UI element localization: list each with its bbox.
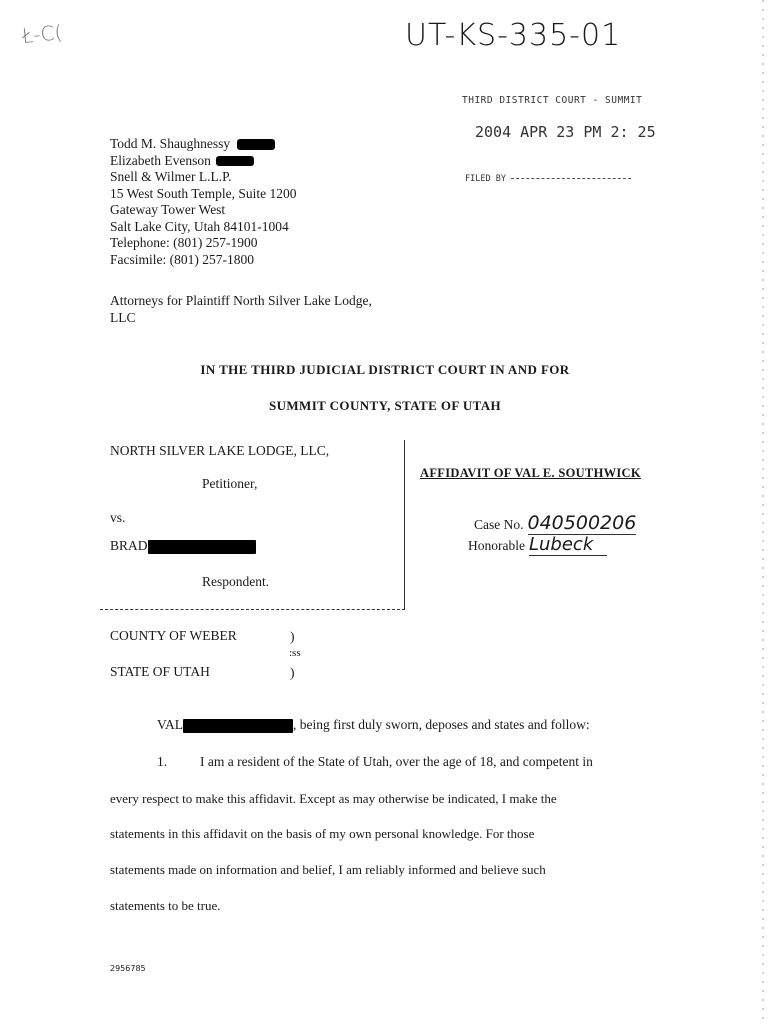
court-county-heading: SUMMIT COUNTY, STATE OF UTAH xyxy=(268,398,502,413)
affidavit-title: AFFIDAVIT OF VAL E. SOUTHWICK xyxy=(420,466,641,480)
judge-signature: Lubeck xyxy=(529,534,607,556)
attorneys-for xyxy=(110,293,372,326)
attorney-line: Gateway Tower West xyxy=(110,202,226,217)
handwritten-docket-number: UT-KS-335-01 xyxy=(405,18,622,53)
versus: vs. xyxy=(110,510,126,525)
petitioner-name: NORTH SILVER LAKE LODGE, LLC, xyxy=(110,443,330,458)
affiant-first-name: VAL xyxy=(157,717,184,732)
paragraph-line: statements to be true. xyxy=(110,898,221,913)
paragraph-line: every respect to make this affidavit. Except as may otherwise be indicated, I make the xyxy=(110,791,557,806)
attorney-line: 15 West South Temple, Suite 1200 xyxy=(110,185,297,201)
filed-by-label: FILED BY xyxy=(465,174,506,184)
paragraph-line: I am a resident of the State of Utah, over the age of 18, and competent in xyxy=(200,754,593,769)
clerk-stamp-filed-by xyxy=(465,174,631,184)
attorneys-for-line: LLC xyxy=(110,309,136,325)
redaction-bar xyxy=(183,719,293,733)
case-number-label: Case No. xyxy=(474,517,524,532)
affiant-sworn-text: , being first duly sworn, deposes and states and follow: xyxy=(293,717,590,732)
paragraph-number: 1. xyxy=(157,754,168,769)
venue-state: STATE OF UTAH xyxy=(110,664,210,679)
footer-doc-id: 2956785 xyxy=(110,964,146,973)
redaction-bar xyxy=(148,540,256,554)
corner-scribble: Ł-C( xyxy=(20,19,64,49)
scan-edge-artifact xyxy=(762,0,764,1024)
redaction-bar xyxy=(237,139,275,150)
redaction-bar xyxy=(216,156,254,166)
attorney-line: Telephone: (801) 257-1900 xyxy=(110,235,258,250)
attorney-line: Elizabeth Evenson xyxy=(110,153,296,170)
attorney-block xyxy=(110,136,296,268)
petitioner-role: Petitioner, xyxy=(202,476,258,491)
venue-paren-1: ) xyxy=(290,629,295,644)
caption-left xyxy=(110,440,405,610)
paragraph-line: statements made on information and belief, I am reliably informed and believe such xyxy=(110,862,546,877)
caption-vertical-rule xyxy=(404,440,405,610)
clerk-stamp-court: THIRD DISTRICT COURT - SUMMIT xyxy=(462,95,643,106)
caption-bottom-rule xyxy=(100,609,405,610)
case-number xyxy=(474,512,636,534)
affiant-intro xyxy=(157,717,590,733)
case-number-value: 040500206 xyxy=(527,512,637,534)
court-heading: IN THE THIRD JUDICIAL DISTRICT COURT IN AND FOR xyxy=(200,362,570,377)
clerk-stamp-date: 2004 APR 23 PM 2: 25 xyxy=(475,123,656,141)
attorney-line: Snell & Wilmer L.L.P. xyxy=(110,169,232,184)
venue-paren-2: ) xyxy=(290,665,295,680)
respondent-name: BRAD xyxy=(110,538,256,554)
filed-by-line xyxy=(511,178,631,179)
venue-county: COUNTY OF WEBER xyxy=(110,628,237,643)
attorney-line: Todd M. Shaughnessy xyxy=(110,136,296,153)
attorney-line: Facsimile: (801) 257-1800 xyxy=(110,251,254,267)
respondent-role: Respondent. xyxy=(202,574,270,589)
attorney-line: Salt Lake City, Utah 84101-1004 xyxy=(110,218,289,234)
venue-ss: :ss xyxy=(289,647,301,659)
judge-label: Honorable xyxy=(468,538,525,553)
paragraph-line: statements in this affidavit on the basis of my own personal knowledge. For those xyxy=(110,826,535,841)
judge xyxy=(468,534,607,555)
attorneys-for-line: Attorneys for Plaintiff North Silver Lake Lodge, xyxy=(110,293,372,308)
